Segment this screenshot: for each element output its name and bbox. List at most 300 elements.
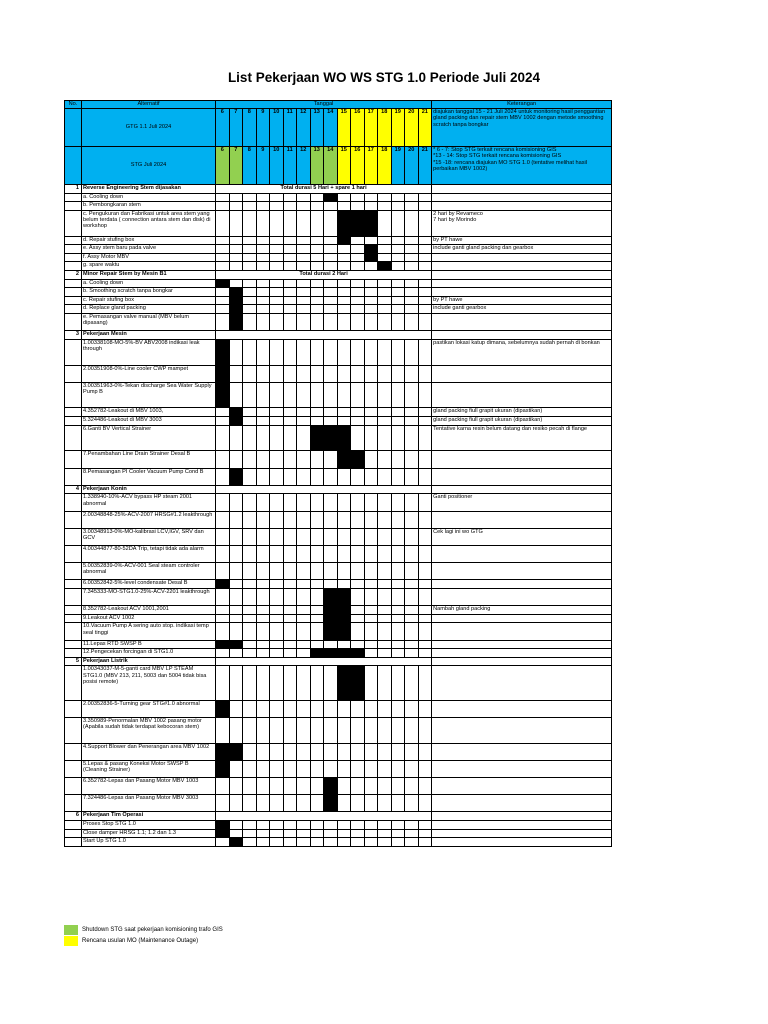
gantt-bar (324, 623, 338, 640)
gantt-cell (324, 305, 338, 314)
gantt-cell (391, 313, 405, 330)
gantt-cell (364, 760, 378, 777)
gantt-cell (405, 623, 419, 640)
gantt-cell (256, 717, 270, 743)
gantt-cell (391, 717, 405, 743)
gantt-cell (364, 606, 378, 615)
gantt-cell (378, 760, 392, 777)
gantt-cell (310, 563, 324, 580)
gantt-cell (297, 468, 311, 485)
gantt-cell (418, 313, 432, 330)
task-keterangan: include ganti gearbox (432, 305, 612, 314)
gantt-bar (351, 210, 365, 236)
gantt-cell (364, 640, 378, 649)
gantt-cell (310, 666, 324, 700)
task-row (65, 382, 612, 408)
task-keterangan (432, 288, 612, 297)
row-number (65, 821, 82, 830)
gantt-cell (351, 760, 365, 777)
gantt-cell (418, 262, 432, 271)
gantt-cell (256, 296, 270, 305)
gantt-bar (337, 236, 351, 245)
row-number (65, 838, 82, 847)
gantt-cell (378, 245, 392, 254)
gantt-cell (310, 262, 324, 271)
gantt-cell (418, 210, 432, 236)
task-row (65, 640, 612, 649)
gantt-cell (391, 279, 405, 288)
task-name: Start Up STG 1.0 (82, 838, 216, 847)
gantt-cell (351, 382, 365, 408)
task-row (65, 743, 612, 760)
task-row (65, 451, 612, 468)
gantt-cell (378, 425, 392, 451)
gantt-cell (391, 305, 405, 314)
gantt-cell (351, 468, 365, 485)
alt-no (65, 109, 82, 147)
gantt-cell (364, 580, 378, 589)
gantt-cell (324, 468, 338, 485)
gantt-cell (391, 245, 405, 254)
gantt-bar (216, 339, 230, 365)
alt-label: STG Juli 2024 (82, 147, 216, 185)
gantt-cell (270, 511, 284, 528)
gantt-cell (351, 288, 365, 297)
gantt-cell (405, 305, 419, 314)
gantt-cell (378, 202, 392, 211)
gantt-cell (418, 640, 432, 649)
gantt-cell (324, 365, 338, 382)
gantt-cell (337, 580, 351, 589)
gantt-bar (216, 760, 230, 777)
gantt-cell (378, 649, 392, 658)
task-name: e. Assy stem baru pada valve (82, 245, 216, 254)
task-row (65, 408, 612, 417)
gantt-cell (391, 743, 405, 760)
gantt-cell (418, 666, 432, 700)
gantt-cell (216, 193, 230, 202)
gantt-cell (243, 425, 257, 451)
gantt-cell (310, 494, 324, 511)
gantt-cell (243, 760, 257, 777)
gantt-cell (297, 279, 311, 288)
gantt-cell (405, 760, 419, 777)
day-cell: 6 (216, 109, 230, 147)
gantt-cell (243, 778, 257, 795)
gantt-cell (270, 494, 284, 511)
gantt-cell (297, 202, 311, 211)
gantt-cell (418, 425, 432, 451)
gantt-cell (283, 614, 297, 623)
gantt-cell (310, 468, 324, 485)
gantt-bar (229, 296, 243, 305)
gantt-cell (243, 193, 257, 202)
gantt-cell (243, 588, 257, 605)
gantt-cell (364, 417, 378, 426)
gantt-cell (364, 623, 378, 640)
gantt-cell (405, 451, 419, 468)
gantt-cell (351, 245, 365, 254)
gantt-cell (405, 417, 419, 426)
gantt-cell (405, 778, 419, 795)
gantt-cell (310, 588, 324, 605)
gantt-cell (216, 313, 230, 330)
gantt-cell (337, 494, 351, 511)
gantt-bar (229, 313, 243, 330)
day-cell: 21 (418, 147, 432, 185)
section-row (65, 812, 612, 821)
task-keterangan (432, 717, 612, 743)
gantt-cell (378, 623, 392, 640)
gantt-cell (270, 743, 284, 760)
gantt-cell (297, 649, 311, 658)
gantt-cell (391, 778, 405, 795)
task-name: 9.Leakout ACV 1002 (82, 614, 216, 623)
gantt-cell (283, 279, 297, 288)
gantt-cell (243, 494, 257, 511)
schedule-table (64, 100, 612, 847)
gantt-cell (364, 365, 378, 382)
gantt-cell (229, 778, 243, 795)
gantt-cell (216, 588, 230, 605)
gantt-cell (378, 580, 392, 589)
gantt-cell (405, 365, 419, 382)
gantt-cell (324, 717, 338, 743)
gantt-cell (405, 829, 419, 838)
task-name: 6.00352842-5%-level condensate Desal B (82, 580, 216, 589)
gantt-cell (405, 296, 419, 305)
task-keterangan (432, 279, 612, 288)
gantt-cell (391, 580, 405, 589)
gantt-cell (216, 262, 230, 271)
gantt-cell (405, 313, 419, 330)
gantt-bar (337, 649, 351, 658)
gantt-cell (351, 821, 365, 830)
task-name: 5.324486-Leakout di MBV 3003 (82, 417, 216, 426)
gantt-cell (364, 588, 378, 605)
gantt-cell (378, 829, 392, 838)
gantt-cell (297, 417, 311, 426)
gantt-cell (256, 365, 270, 382)
gantt-cell (418, 606, 432, 615)
gantt-cell (324, 829, 338, 838)
row-number: 1 (65, 185, 82, 194)
gantt-cell (310, 245, 324, 254)
task-row (65, 279, 612, 288)
gantt-cell (256, 778, 270, 795)
gantt-cell (351, 193, 365, 202)
gantt-cell (378, 546, 392, 563)
gantt-cell (229, 210, 243, 236)
task-row (65, 288, 612, 297)
gantt-cell (243, 202, 257, 211)
gantt-cell (405, 821, 419, 830)
gantt-cell (364, 666, 378, 700)
gantt-cell (337, 511, 351, 528)
task-name: 4.00344877-80-52DA Trip, tetapi tidak ada alarm (82, 546, 216, 563)
task-name: e. Pemasangan valve manual (MBV belum dipasang) (82, 313, 216, 330)
gantt-bar (351, 451, 365, 468)
task-keterangan (432, 760, 612, 777)
header-row (65, 101, 612, 109)
gantt-cell (418, 546, 432, 563)
gantt-cell (391, 193, 405, 202)
gantt-cell (256, 262, 270, 271)
task-row (65, 606, 612, 615)
gantt-cell (243, 623, 257, 640)
gantt-cell (418, 408, 432, 417)
gantt-cell (297, 588, 311, 605)
gantt-cell (405, 580, 419, 589)
row-number (65, 700, 82, 717)
task-row (65, 700, 612, 717)
task-keterangan (432, 193, 612, 202)
gantt-cell (216, 425, 230, 451)
gantt-cell (418, 700, 432, 717)
gantt-cell (391, 821, 405, 830)
gantt-cell (256, 743, 270, 760)
gantt-cell (297, 743, 311, 760)
gantt-cell (283, 451, 297, 468)
gantt-cell (297, 778, 311, 795)
gantt-cell (364, 382, 378, 408)
gantt-cell (364, 778, 378, 795)
legend-swatch (64, 925, 78, 935)
task-row (65, 468, 612, 485)
day-cell: 14 (324, 147, 338, 185)
gantt-cell (243, 606, 257, 615)
gantt-cell (256, 305, 270, 314)
gantt-cell (364, 262, 378, 271)
gantt-cell (378, 821, 392, 830)
task-name: Pekerjaan Konin (82, 485, 216, 494)
gantt-bar (310, 649, 324, 658)
gantt-cell (391, 210, 405, 236)
gantt-cell (270, 382, 284, 408)
gantt-bar (324, 795, 338, 812)
gantt-cell (229, 236, 243, 245)
gantt-cell (216, 795, 230, 812)
gantt-bar (229, 838, 243, 847)
gantt-cell (364, 288, 378, 297)
row-number: 3 (65, 331, 82, 340)
gantt-cell (283, 193, 297, 202)
gantt-cell (378, 296, 392, 305)
gantt-cell (283, 666, 297, 700)
gantt-cell (283, 288, 297, 297)
gantt-cell (283, 649, 297, 658)
row-number (65, 795, 82, 812)
gantt-cell (364, 408, 378, 417)
gantt-cell (378, 606, 392, 615)
legend-text: Shutdown STG saat pekerjaan komisioning trafo GIS (82, 926, 223, 933)
gantt-cell (391, 666, 405, 700)
gantt-cell (418, 580, 432, 589)
gantt-cell (310, 279, 324, 288)
gantt-cell (378, 614, 392, 623)
gantt-cell (297, 511, 311, 528)
gantt-cell (270, 623, 284, 640)
gantt-bar (337, 210, 351, 236)
gantt-cell (391, 563, 405, 580)
gantt-cell (310, 528, 324, 545)
gantt-cell (216, 494, 230, 511)
task-row (65, 193, 612, 202)
task-name: Proses Stop STG 1.0 (82, 821, 216, 830)
gantt-bar (229, 288, 243, 297)
gantt-cell (337, 563, 351, 580)
gantt-cell (283, 408, 297, 417)
day-cell: 17 (364, 147, 378, 185)
gantt-cell (229, 245, 243, 254)
task-keterangan (432, 838, 612, 847)
gantt-cell (378, 305, 392, 314)
gantt-cell (297, 666, 311, 700)
gantt-cell (256, 623, 270, 640)
gantt-cell (283, 623, 297, 640)
gantt-cell (243, 382, 257, 408)
row-number: 4 (65, 485, 82, 494)
task-name: b. Pembongkaran stem (82, 202, 216, 211)
gantt-cell (297, 296, 311, 305)
gantt-cell (418, 305, 432, 314)
gantt-cell (297, 408, 311, 417)
section-duration (216, 657, 432, 666)
alt-no (65, 147, 82, 185)
gantt-cell (324, 210, 338, 236)
gantt-cell (351, 202, 365, 211)
gantt-cell (270, 245, 284, 254)
gantt-cell (243, 468, 257, 485)
gantt-cell (378, 288, 392, 297)
task-name: c. Repair stufing box (82, 296, 216, 305)
gantt-cell (418, 588, 432, 605)
alt-gtg-row (65, 109, 612, 147)
gantt-cell (391, 417, 405, 426)
gantt-cell (324, 279, 338, 288)
gantt-cell (405, 666, 419, 700)
gantt-cell (405, 700, 419, 717)
gantt-cell (310, 614, 324, 623)
task-name: 1.00338108-MO-5%-BV ABV2008 indikasi leak through (82, 339, 216, 365)
gantt-cell (270, 305, 284, 314)
row-number (65, 262, 82, 271)
gantt-cell (391, 468, 405, 485)
gantt-cell (243, 365, 257, 382)
day-cell: 13 (310, 109, 324, 147)
task-keterangan (432, 821, 612, 830)
gantt-cell (310, 795, 324, 812)
gantt-cell (405, 193, 419, 202)
row-number (65, 425, 82, 451)
gantt-cell (229, 451, 243, 468)
gantt-cell (418, 829, 432, 838)
task-name: 2.00351908-0%-Line cooler CWP mampet (82, 365, 216, 382)
gantt-cell (310, 511, 324, 528)
gantt-cell (391, 382, 405, 408)
gantt-cell (270, 210, 284, 236)
gantt-cell (243, 313, 257, 330)
gantt-cell (256, 760, 270, 777)
gantt-cell (405, 717, 419, 743)
task-name: 8.Pemasangan PI Cooler Vacuum Pump Cond B (82, 468, 216, 485)
gantt-cell (324, 760, 338, 777)
gantt-cell (216, 649, 230, 658)
gantt-cell (324, 563, 338, 580)
gantt-cell (283, 580, 297, 589)
gantt-cell (418, 760, 432, 777)
day-cell: 16 (351, 147, 365, 185)
gantt-cell (283, 778, 297, 795)
gantt-cell (270, 795, 284, 812)
gantt-cell (283, 494, 297, 511)
day-cell: 6 (216, 147, 230, 185)
gantt-cell (324, 339, 338, 365)
task-name: 3.00348913-0%-MO-kalibrasi LCV,IGV, SRV dan GCV (82, 528, 216, 545)
gantt-cell (256, 563, 270, 580)
gantt-cell (283, 546, 297, 563)
gantt-cell (229, 795, 243, 812)
gantt-cell (270, 829, 284, 838)
gantt-cell (351, 296, 365, 305)
gantt-bar (351, 666, 365, 700)
gantt-cell (229, 623, 243, 640)
day-cell: 9 (256, 109, 270, 147)
gantt-cell (283, 511, 297, 528)
gantt-cell (270, 580, 284, 589)
gantt-cell (310, 305, 324, 314)
section-row (65, 185, 612, 194)
gantt-cell (310, 236, 324, 245)
row-number (65, 288, 82, 297)
gantt-cell (405, 210, 419, 236)
gantt-cell (337, 313, 351, 330)
gantt-cell (378, 666, 392, 700)
row-number (65, 451, 82, 468)
task-keterangan (432, 614, 612, 623)
task-name: 1.00343037-M-5-ganti card MBV LP STEAM STG1.0 (MBV 213, 211, 5003 dan 5004 tidak bisa posisi remote) (82, 666, 216, 700)
task-name: 5.Lepas & pasang Koneksi Motor SWSP B (Cleaning Strainer) (82, 760, 216, 777)
gantt-cell (405, 649, 419, 658)
gantt-cell (405, 563, 419, 580)
row-number: 6 (65, 812, 82, 821)
gantt-cell (229, 382, 243, 408)
gantt-cell (283, 305, 297, 314)
day-cell: 20 (405, 109, 419, 147)
gantt-cell (337, 821, 351, 830)
gantt-cell (270, 408, 284, 417)
gantt-cell (351, 528, 365, 545)
row-number (65, 511, 82, 528)
gantt-cell (378, 313, 392, 330)
gantt-cell (418, 202, 432, 211)
gantt-cell (216, 666, 230, 700)
gantt-cell (378, 838, 392, 847)
task-keterangan (432, 253, 612, 262)
gantt-cell (324, 546, 338, 563)
gantt-bar (337, 606, 351, 615)
gantt-cell (229, 365, 243, 382)
gantt-cell (351, 305, 365, 314)
gantt-cell (297, 245, 311, 254)
gantt-cell (351, 313, 365, 330)
legend (64, 924, 223, 946)
gantt-bar (229, 305, 243, 314)
task-row (65, 546, 612, 563)
task-row (65, 580, 612, 589)
gantt-cell (391, 339, 405, 365)
gantt-cell (270, 528, 284, 545)
